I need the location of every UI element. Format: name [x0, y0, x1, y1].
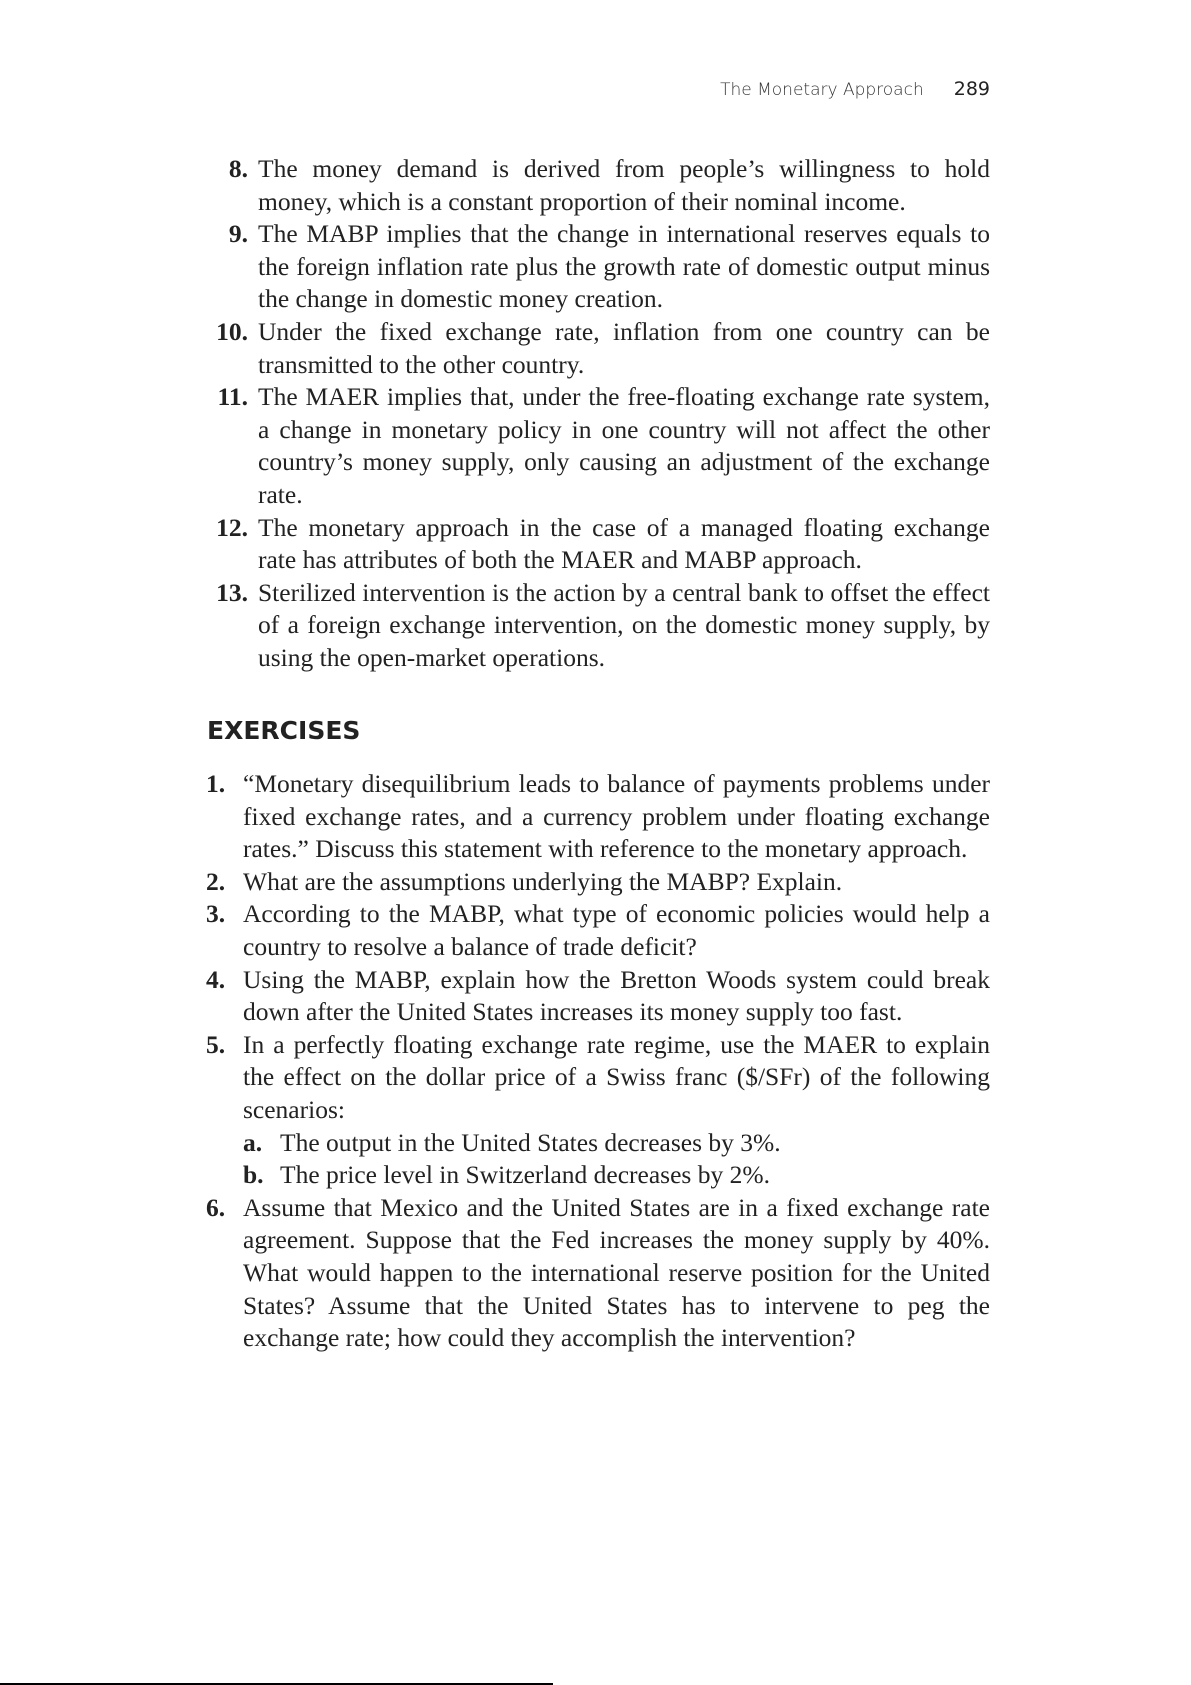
running-header	[700, 78, 990, 100]
sub-item	[243, 1127, 990, 1160]
item-number: 4.	[206, 964, 226, 994]
summary-item	[216, 577, 990, 675]
item-number: 10.	[216, 316, 248, 346]
item-text: The MABP implies that the change in international reserves equals to the foreign inflation rate plus the growth rate of domestic output minus the change in domestic money creation.	[258, 219, 990, 314]
summary-item	[216, 512, 990, 577]
item-text: In a perfectly floating exchange rate regime, use the MAER to explain the effect on the dollar price of a Swiss franc ($/SFr) of the following scenarios:	[243, 1029, 990, 1124]
item-number: 8.	[228, 154, 248, 183]
item-number: 2.	[206, 866, 226, 896]
item-text: What are the assumptions underlying the MABP? Explain.	[243, 866, 843, 896]
item-number: 3.	[206, 899, 226, 929]
exercise-item	[206, 768, 990, 866]
item-text: Under the fixed exchange rate, inflation from one country can be transmitted to the other country.	[258, 316, 990, 379]
sub-item-text: The output in the United States decreases by 3%.	[280, 1127, 781, 1157]
sub-item-letter: b.	[243, 1160, 264, 1190]
item-text: The money demand is derived from people’s willingness to hold money, which is a constant proportion of their nominal income.	[258, 154, 990, 216]
sub-item-text: The price level in Switzerland decreases by 2%.	[280, 1160, 770, 1190]
sub-item	[243, 1159, 990, 1192]
exercises-list	[206, 768, 990, 1355]
item-number: 12.	[216, 512, 248, 542]
item-text: Using the MABP, explain how the Bretton Woods system could break down after the United States increases its money supply too fast.	[243, 964, 990, 1027]
summary-item	[228, 153, 990, 218]
item-text: “Monetary disequilibrium leads to balance of payments problems under fixed exchange rates, and a currency problem under floating exchange rates.” Discuss this statement with reference to the monetary approach.	[243, 769, 990, 864]
sub-list	[243, 1127, 990, 1192]
summary-item	[216, 316, 990, 381]
sub-item-letter: a.	[243, 1127, 263, 1157]
item-text: According to the MABP, what type of economic policies would help a country to resolve a balance of trade deficit?	[243, 899, 990, 961]
item-text: Sterilized intervention is the action by a central bank to offset the effect of a foreign exchange intervention, on the domestic money supply, by using the open-market operations.	[258, 577, 990, 672]
item-number: 6.	[206, 1192, 226, 1222]
item-number: 9.	[228, 219, 248, 249]
exercise-item	[206, 866, 990, 899]
page-number: 289	[953, 78, 990, 100]
item-number: 11.	[217, 382, 248, 412]
summary-list	[216, 153, 990, 675]
item-number: 5.	[206, 1029, 226, 1059]
exercises-heading: EXERCISES	[207, 716, 361, 745]
summary-item	[217, 381, 990, 511]
summary-item	[228, 218, 990, 316]
item-number: 1.	[206, 769, 226, 798]
item-text: Assume that Mexico and the United States are in a fixed exchange rate agreement. Suppose that the Fed increases the money supply by 40%. What would happen to the international reserve position for the United States? Assume that the United States has to intervene to peg the exchange rate; how could they accomplish the intervention?	[243, 1192, 990, 1353]
running-title: The Monetary Approach	[720, 80, 924, 100]
item-text: The MAER implies that, under the free-floating exchange rate system, a change in monetary policy in one country will not affect the other country’s money supply, only causing an adjustment of the exchange rate.	[258, 382, 990, 509]
exercise-item	[206, 964, 990, 1029]
exercise-item	[206, 898, 990, 963]
exercise-item	[206, 1192, 990, 1355]
item-text: The monetary approach in the case of a managed floating exchange rate has attributes of both the MAER and MABP approach.	[258, 512, 990, 575]
item-number: 13.	[216, 577, 248, 607]
exercise-item	[206, 1029, 990, 1192]
